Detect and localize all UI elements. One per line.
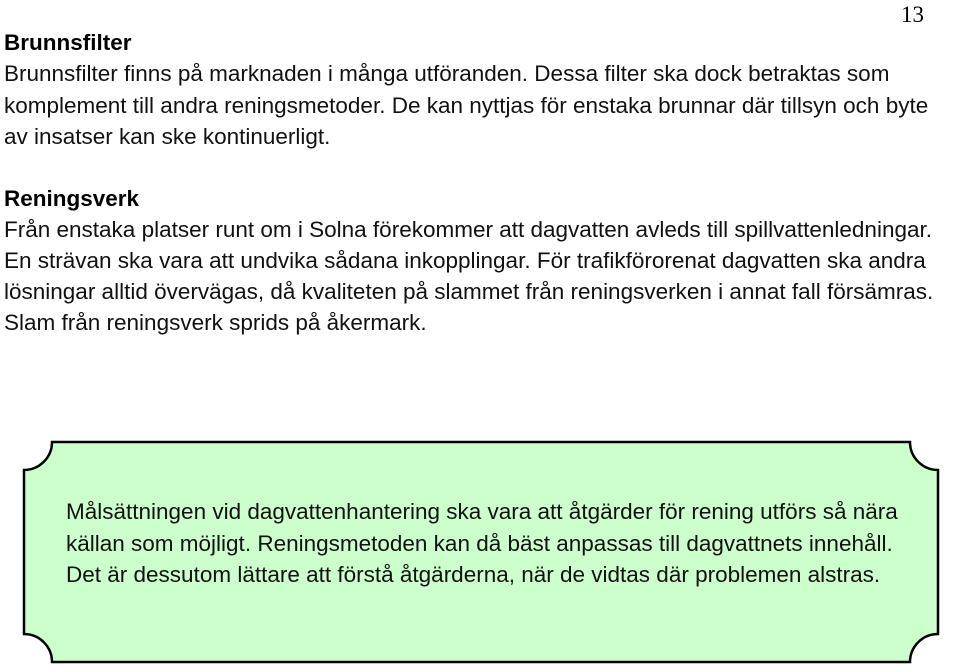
section-heading: Reningsverk (4, 186, 140, 211)
section-body: Brunnsfilter finns på marknaden i många utföranden. Dessa filter ska dock betraktas som komplement till andra reningsmetoder. De kan nyttjas för enstaka brunnar där tillsyn och byte av insatser kan ske kontinuerligt. (4, 61, 929, 149)
section-heading: Brunnsfilter (4, 30, 132, 55)
section-body: Från enstaka platser runt om i Solna förekommer att dagvatten avleds till spillvattenledningar. En strävan ska vara att undvika sådana inkopplingar. För trafikförorenat dagvatten ska andra lösningar alltid övervägas, då kvaliteten på slammet från reningsverken i annat fall försämras. Slam från reningsverk sprids på åkermark. (4, 217, 934, 335)
callout-text: Målsättningen vid dagvattenhantering ska vara att åtgärder för rening utförs så nära källan som möjligt. Reningsmetoden kan då bäst anpassas till dagvattnets innehåll. Det är dessutom lättare att förstå åtgärderna, när de vidtas där problemen alstras. (66, 499, 898, 587)
page-number: 13 (901, 2, 924, 27)
callout-box (22, 440, 940, 664)
section-reningsverk (4, 184, 944, 338)
section-brunnsfilter (4, 28, 944, 153)
